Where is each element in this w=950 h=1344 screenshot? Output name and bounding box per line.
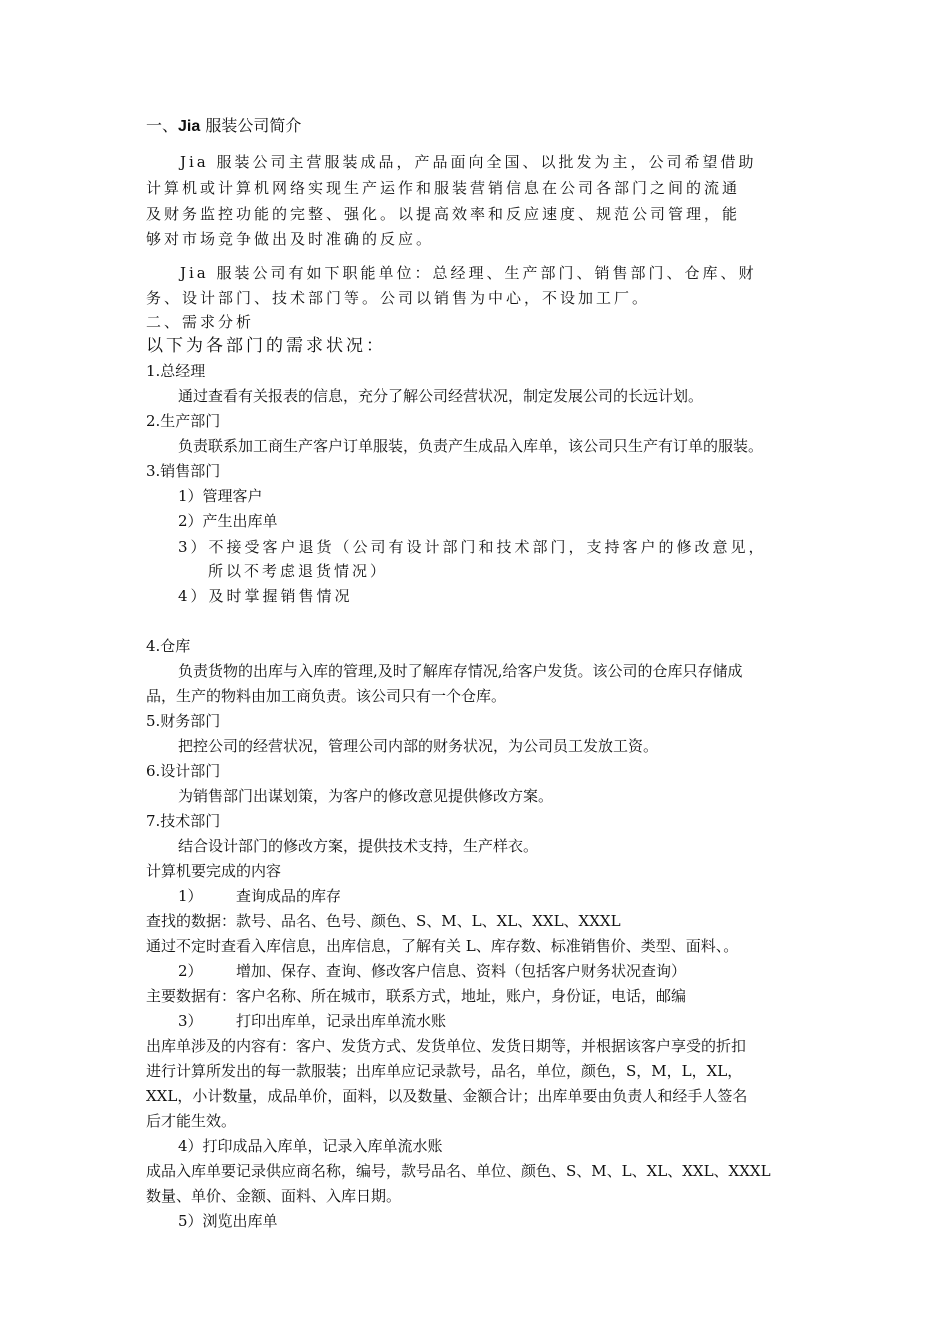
- item-title: 打印出库单，记录出库单流水账: [236, 1012, 447, 1030]
- item-title: 查询成品的库存: [236, 887, 342, 905]
- heading-brand: Jia: [178, 118, 201, 135]
- computer-item-4-detail: 成品入库单要记录供应商名称，编号，款号品名、单位、颜色、S、M、L、XL、XXL、XXXL: [146, 1162, 771, 1180]
- dept-title-finance: 5.财务部门: [146, 712, 221, 730]
- computer-item-5: 5）浏览出库单: [178, 1212, 278, 1230]
- computer-item-1-detail: 通过不定时查看入库信息，出库信息，了解有关 L、库存数、标准销售价、类型、面料、。: [146, 937, 739, 955]
- sales-list-item: 3）不接受客户退货（公司有设计部门和技术部门，支持客户的修改意见，: [178, 538, 767, 556]
- dept-title-sales: 3.销售部门: [146, 462, 221, 480]
- sales-list-item: 2）产生出库单: [178, 512, 278, 530]
- computer-heading: 计算机要完成的内容: [146, 862, 282, 880]
- computer-item-3-detail: 出库单涉及的内容有：客户、发货方式、发货单位、发货日期等，并根据该客户享受的折扣: [146, 1037, 747, 1055]
- dept-title-design: 6.设计部门: [146, 762, 221, 780]
- item-title: 增加、保存、查询、修改客户信息、资料（包括客户财务状况查询）: [236, 962, 687, 980]
- item-number: 1）: [178, 887, 203, 905]
- computer-item-3: [178, 1011, 446, 1031]
- computer-item-4-detail: 数量、单价、金额、面料、入库日期。: [146, 1187, 402, 1205]
- heading-prefix: 一、: [146, 116, 179, 135]
- dept-text-technology: 结合设计部门的修改方案，提供技术支持，生产样衣。: [178, 837, 539, 855]
- dept-text-general-manager: 通过查看有关报表的信息，充分了解公司经营状况，制定发展公司的长远计划。: [178, 387, 704, 405]
- dept-title-technology: 7.技术部门: [146, 812, 221, 830]
- dept-text-design: 为销售部门出谋划策，为客户的修改意见提供修改方案。: [178, 787, 554, 805]
- sales-list-item: 1）管理客户: [178, 487, 263, 505]
- dept-text-warehouse-line: 品，生产的物料由加工商负责。该公司只有一个仓库。: [146, 687, 507, 705]
- computer-item-4: 4）打印成品入库单，记录入库单流水账: [178, 1137, 443, 1155]
- dept-text-production: 负责联系加工商生产客户订单服装，负责产生成品入库单，该公司只生产有订单的服装。: [178, 437, 764, 455]
- intro-paragraph-2-line: 务、设计部门、技术部门等。公司以销售为中心，不设加工厂。: [146, 289, 651, 307]
- intro-paragraph-1-line: 够对市场竞争做出及时准确的反应。: [146, 230, 435, 248]
- computer-item-1: [178, 886, 341, 906]
- intro-paragraph-1-line: 及财务监控功能的完整、强化。以提高效率和反应速度、规范公司管理，能: [146, 205, 741, 223]
- computer-item-1-detail: 查找的数据：款号、品名、色号、颜色、S、M、L、XL、XXL、XXXL: [146, 912, 621, 930]
- dept-title-production: 2.生产部门: [146, 412, 221, 430]
- computer-item-2: [178, 961, 686, 981]
- computer-item-3-detail: 进行计算所发出的每一款服装；出库单应记录款号，品名，单位，颜色，S，M，L，XL，: [146, 1062, 743, 1080]
- intro-paragraph-2-line: Jia 服装公司有如下职能单位：总经理、生产部门、销售部门、仓库、财: [180, 264, 757, 282]
- dept-title-warehouse: 4.仓库: [146, 637, 191, 655]
- intro-paragraph-1-line: 计算机或计算机网络实现生产运作和服装营销信息在公司各部门之间的流通: [146, 179, 741, 197]
- item-number: 2）: [178, 962, 203, 980]
- dept-title-general-manager: 1.总经理: [146, 362, 206, 380]
- section-heading-analysis: 二、需求分析: [146, 313, 255, 331]
- analysis-subheading: 以下为各部门的需求状况：: [146, 336, 386, 356]
- item-number: 3）: [178, 1012, 203, 1030]
- heading-suffix: 服装公司简介: [200, 116, 302, 135]
- computer-item-3-detail: 后才能生效。: [146, 1112, 237, 1130]
- computer-item-2-detail: 主要数据有：客户名称、所在城市，联系方式，地址，账户，身份证，电话，邮编: [146, 987, 687, 1005]
- sales-list-item-continued: 所以不考虑退货情况）: [208, 562, 389, 580]
- dept-text-finance: 把控公司的经营状况，管理公司内部的财务状况，为公司员工发放工资。: [178, 737, 659, 755]
- section-heading-intro: [146, 116, 301, 136]
- dept-text-warehouse-line: 负责货物的出库与入库的管理,及时了解库存情况,给客户发货。该公司的仓库只存储成: [178, 662, 743, 680]
- sales-list-item: 4）及时掌握销售情况: [178, 587, 353, 605]
- intro-paragraph-1-line: Jia 服装公司主营服装成品，产品面向全国、以批发为主，公司希望借助: [180, 153, 757, 171]
- computer-item-3-detail: XXL，小计数量，成品单价，面料，以及数量、金额合计；出库单要由负责人和经手人签名: [146, 1087, 748, 1105]
